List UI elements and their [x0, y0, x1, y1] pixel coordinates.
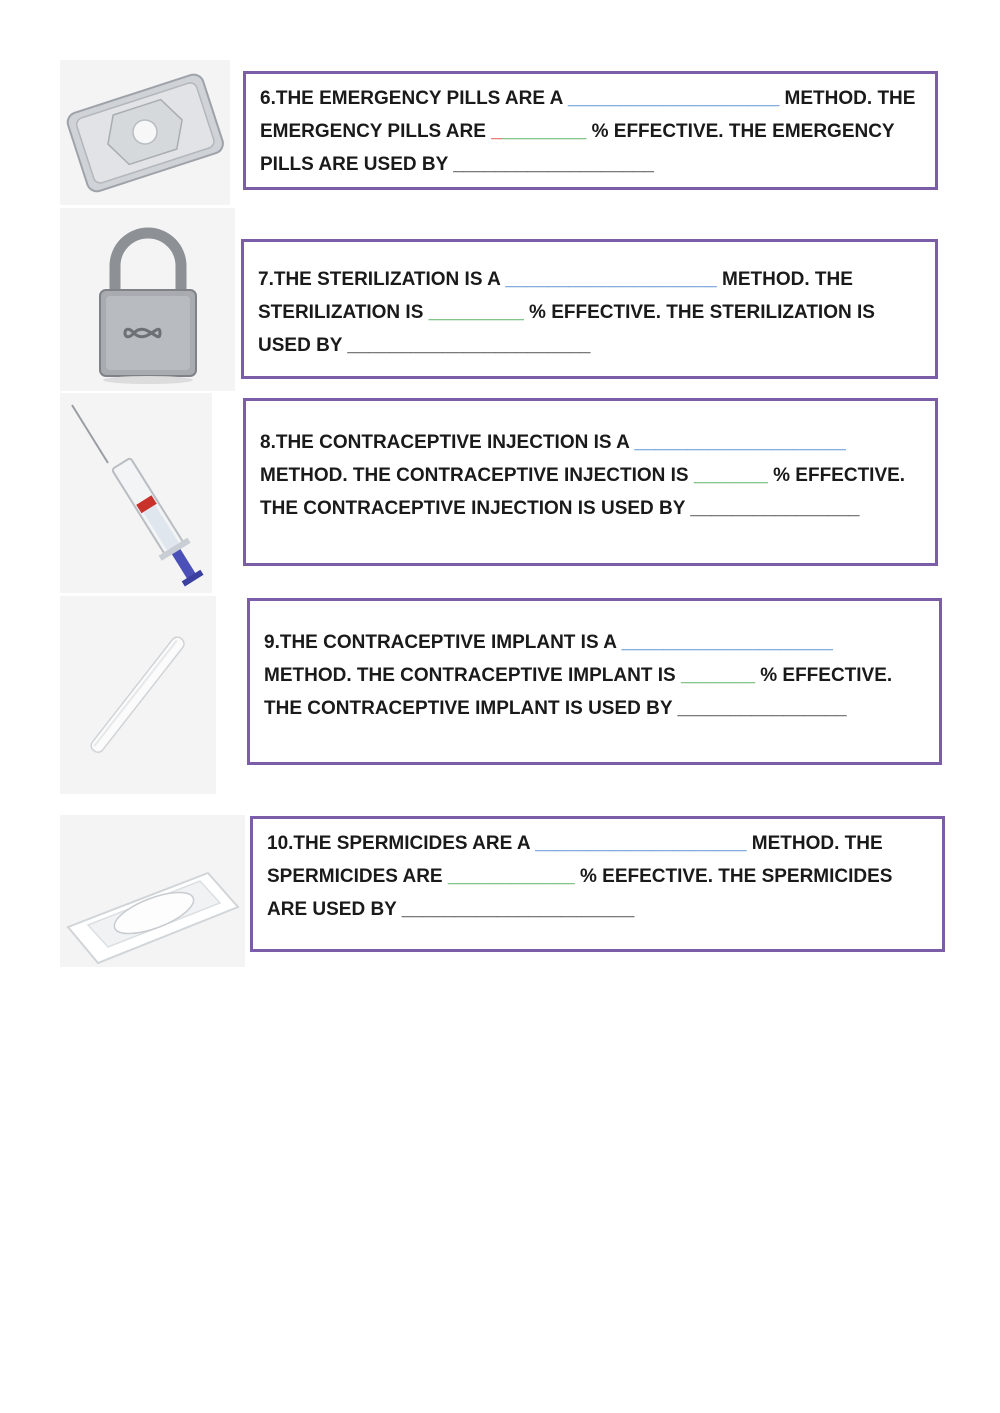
q6-percent-blank-red: _ — [491, 121, 502, 142]
q6-after-method: METHOD. — [784, 88, 873, 109]
q8-used-intro: THE CONTRACEPTIVE INJECTION IS USED BY — [260, 498, 686, 519]
implant-image — [60, 596, 216, 794]
q10-after-method: METHOD. THE — [751, 833, 883, 854]
q10-effective-after: % EEFECTIVE. THE SPERMICIDES — [579, 866, 893, 887]
q9-effective-after: % EFFECTIVE. — [760, 665, 893, 686]
spermicide-image — [60, 815, 245, 967]
q7-percent-blank[interactable]: _________ — [428, 302, 524, 323]
q6-percent-blank-green: ________ — [501, 121, 587, 142]
question-9-box — [247, 598, 942, 765]
q8-percent-blank[interactable]: _______ — [693, 465, 768, 486]
q9-used-intro: THE CONTRACEPTIVE IMPLANT IS USED BY — [264, 698, 673, 719]
q9-percent-blank[interactable]: _______ — [680, 665, 755, 686]
question-6-box — [243, 71, 938, 190]
implant-rod-icon — [60, 596, 216, 794]
q8-after-method: METHOD. THE CONTRACEPTIVE INJECTION IS — [260, 465, 689, 486]
injection-image — [60, 393, 212, 593]
q6-used-blank[interactable]: ___________________ — [453, 154, 654, 175]
question-10-box — [250, 816, 945, 952]
q7-intro: 7.THE STERILIZATION IS A — [258, 269, 501, 290]
q10-effective-intro: SPERMICIDES ARE — [267, 866, 443, 887]
question-7-text — [258, 263, 921, 362]
question-6-text — [260, 82, 921, 181]
syringe-icon — [60, 393, 212, 593]
q10-used-blank[interactable]: ______________________ — [401, 899, 635, 920]
question-8-text — [260, 426, 921, 525]
sterilization-image — [60, 208, 235, 391]
q10-intro: 10.THE SPERMICIDES ARE A — [267, 833, 530, 854]
q6-method-blank[interactable]: ____________________ — [567, 88, 780, 109]
q7-used-intro: USED BY — [258, 335, 343, 356]
q7-used-blank[interactable]: _______________________ — [347, 335, 591, 356]
q10-used-intro: ARE USED BY — [267, 899, 397, 920]
q9-method-blank[interactable]: ____________________ — [621, 632, 833, 653]
q10-percent-blank[interactable]: ____________ — [447, 866, 575, 887]
q7-effective-intro: STERILIZATION IS — [258, 302, 424, 323]
question-7-box — [241, 239, 938, 379]
q9-used-blank[interactable]: ________________ — [677, 698, 847, 719]
q6-effective-intro: THE EMERGENCY PILLS ARE — [260, 88, 916, 142]
q6-percent-blank[interactable] — [491, 115, 586, 148]
pill-blister-icon — [60, 60, 230, 205]
q8-effective-after: % EFFECTIVE. — [773, 465, 906, 486]
suppository-icon — [60, 815, 245, 967]
q6-used-intro: EMERGENCY PILLS ARE USED BY — [260, 121, 895, 175]
q6-effective-after: % EFFECTIVE. THE — [591, 121, 767, 142]
q7-after-method: METHOD. THE — [722, 269, 853, 290]
padlock-icon — [60, 208, 235, 391]
q9-after-method: METHOD. THE CONTRACEPTIVE IMPLANT IS — [264, 665, 676, 686]
q9-intro: 9.THE CONTRACEPTIVE IMPLANT IS A — [264, 632, 617, 653]
q8-used-blank[interactable]: ________________ — [690, 498, 860, 519]
q8-intro: 8.THE CONTRACEPTIVE INJECTION IS A — [260, 432, 630, 453]
q8-method-blank[interactable]: ____________________ — [634, 432, 846, 453]
question-9-text — [264, 626, 925, 725]
q7-method-blank[interactable]: ____________________ — [505, 269, 717, 290]
emergency-pill-image — [60, 60, 230, 205]
q10-method-blank[interactable]: ____________________ — [535, 833, 747, 854]
q6-intro: 6.THE EMERGENCY PILLS ARE A — [260, 88, 563, 109]
question-8-box — [243, 398, 938, 566]
question-10-text — [267, 827, 928, 926]
q7-effective-after: % EFFECTIVE. THE STERILIZATION IS — [529, 302, 875, 323]
